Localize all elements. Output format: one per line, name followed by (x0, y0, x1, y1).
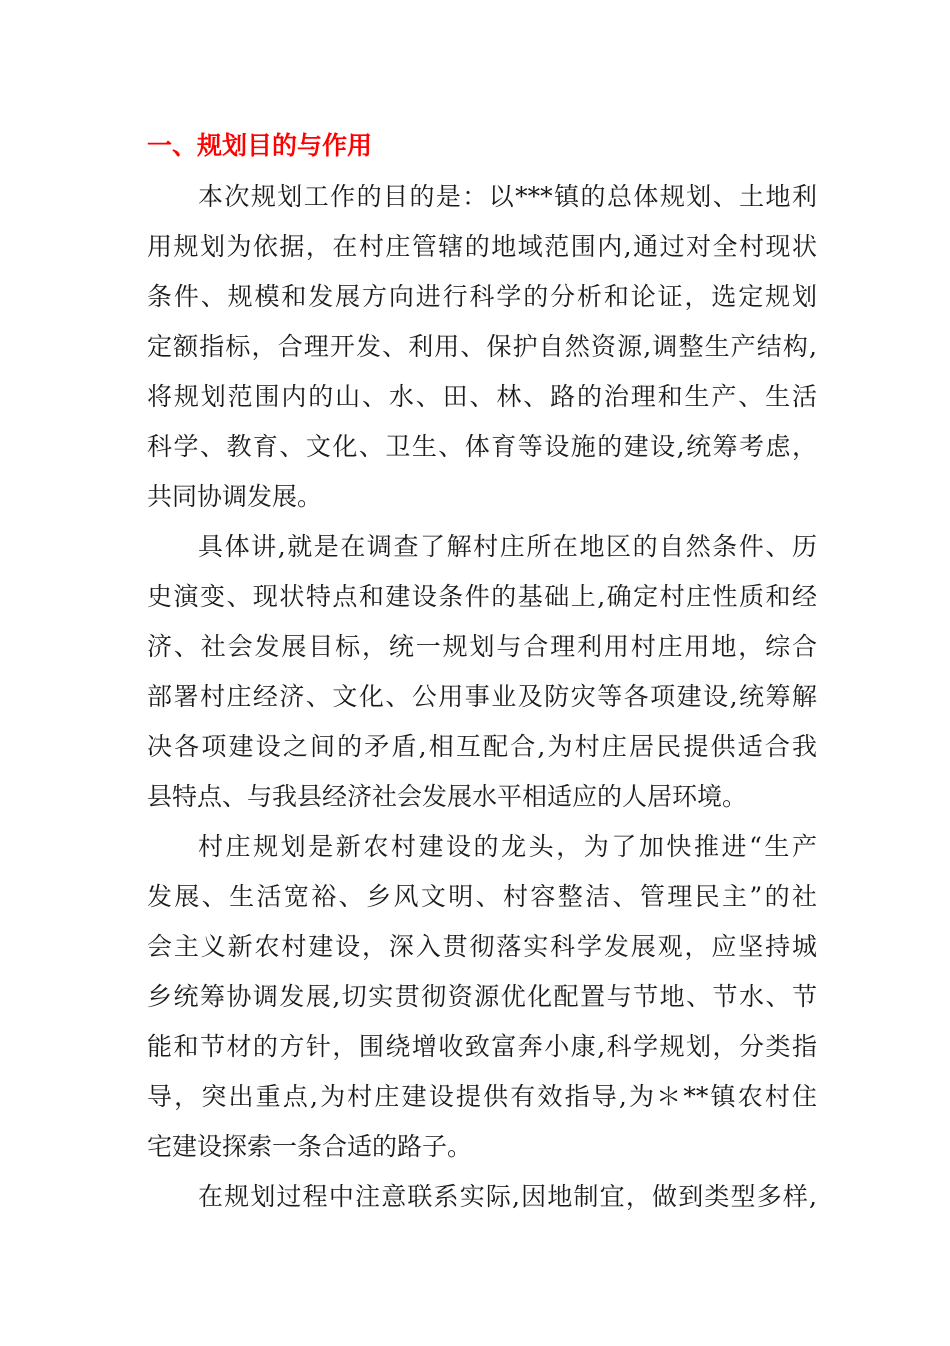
paragraph-1-line-1: 本次规划工作的目的是：以***镇的总体规划、土地利 (198, 182, 817, 211)
paragraph-3-line-4: 乡统筹协调发展,切实贯彻资源优化配置与节地、节水、节 (147, 982, 817, 1011)
paragraph-4-line-1: 在规划过程中注意联系实际,因地制宜，做到类型多样, (198, 1182, 817, 1211)
paragraph-3-line-2: 发展、生活宽裕、乡风文明、村容整洁、管理民主”的社 (147, 882, 817, 911)
paragraph-2-line-5: 决各项建设之间的矛盾,相互配合,为村庄居民提供适合我 (147, 732, 817, 761)
paragraph-1-line-5: 将规划范围内的山、水、田、林、路的治理和生产、生活 (147, 382, 817, 411)
paragraph-2-line-6: 县特点、与我县经济社会发展水平相适应的人居环境。 (147, 782, 748, 811)
paragraph-1-line-2: 用规划为依据，在村庄管辖的地域范围内,通过对全村现状 (147, 232, 817, 261)
paragraph-2-line-1: 具体讲,就是在调查了解村庄所在地区的自然条件、历 (198, 532, 817, 561)
paragraph-1-line-3: 条件、规模和发展方向进行科学的分析和论证，选定规划 (147, 282, 817, 311)
paragraph-1-line-4: 定额指标，合理开发、利用、保护自然资源,调整生产结构, (147, 332, 817, 361)
paragraph-2-line-4: 部署村庄经济、文化、公用事业及防灾等各项建设,统筹解 (147, 682, 817, 711)
paragraph-3-line-7: 宅建设探索一条合适的路子。 (147, 1132, 473, 1161)
paragraph-1-line-6: 科学、教育、文化、卫生、体育等设施的建设,统筹考虑， (147, 432, 817, 461)
paragraph-2-line-2: 史演变、现状特点和建设条件的基础上,确定村庄性质和经 (147, 582, 817, 611)
section-heading: 一、规划目的与作用 (147, 131, 373, 160)
paragraph-2-line-3: 济、社会发展目标，统一规划与合理利用村庄用地，综合 (147, 632, 817, 661)
paragraph-3-line-6: 导，突出重点,为村庄建设提供有效指导,为＊**镇农村住 (147, 1082, 817, 1111)
paragraph-3-line-1: 村庄规划是新农村建设的龙头，为了加快推进“生产 (198, 832, 817, 861)
paragraph-3-line-5: 能和节材的方针，围绕增收致富奔小康,科学规划，分类指 (147, 1032, 817, 1061)
paragraph-1-line-7: 共同协调发展。 (147, 482, 323, 511)
paragraph-3-line-3: 会主义新农村建设，深入贯彻落实科学发展观，应坚持城 (147, 932, 817, 961)
